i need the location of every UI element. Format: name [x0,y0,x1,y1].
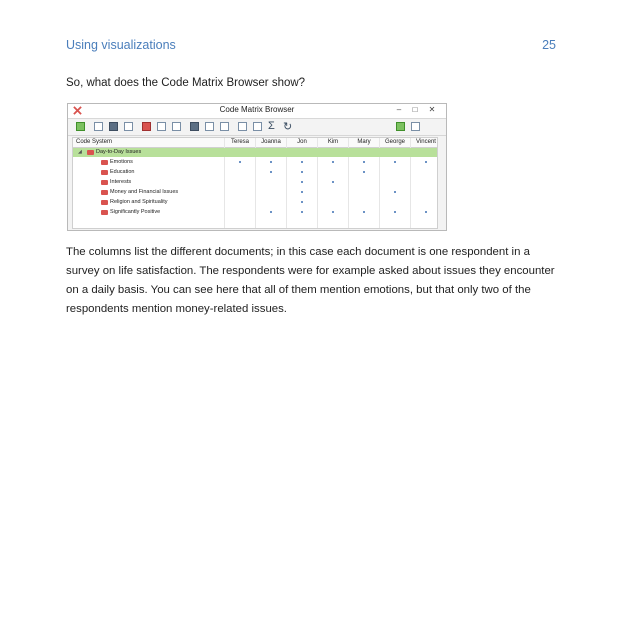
matrix-dot[interactable] [332,181,334,183]
matrix-dot[interactable] [270,211,272,213]
column-header[interactable]: Kim [327,139,339,145]
code-row[interactable] [73,178,437,187]
code-row[interactable] [73,208,437,217]
code-icon [101,200,108,205]
body-text: The columns list the different documents; in this case each document is one respondent in a survey on life satisfaction. The respondents were for example asked about issues they encounter on a daily basis. You can see here that all of them mention emotions, but that only two of the respondents mention money-related issues. [66,246,555,315]
matrix-dot[interactable] [394,161,396,163]
export-icon[interactable] [76,122,85,131]
matrix-dot[interactable] [363,161,365,163]
code-label: Religion and Spirituality [110,199,168,205]
matrix-dot[interactable] [425,211,427,213]
column-header[interactable]: Mary [357,139,371,145]
document-icon[interactable] [238,122,247,131]
grid-icon[interactable] [205,122,214,131]
page-number: 25 [542,38,556,52]
matrix-dot[interactable] [363,211,365,213]
sigma-icon[interactable]: Σ [268,120,275,132]
code-matrix-grid [72,137,438,229]
column-header[interactable]: George [384,139,405,145]
code-label: Interests [110,179,132,185]
parent-code-row[interactable] [73,148,437,157]
grid-icon[interactable] [190,122,199,131]
matrix-dot[interactable] [301,211,303,213]
excel-icon[interactable] [396,122,405,131]
sort-icon[interactable] [253,122,262,131]
code-matrix-browser-screenshot [67,103,447,231]
arrow-icon[interactable] [411,122,420,131]
matrix-dot[interactable] [301,181,303,183]
refresh-icon[interactable]: ↻ [283,121,293,133]
matrix-dot[interactable] [332,161,334,163]
matrix-dot[interactable] [394,191,396,193]
code-row[interactable] [73,158,437,167]
minimize-button[interactable]: – [396,105,402,114]
grid-icon[interactable] [109,122,118,131]
matrix-dot[interactable] [425,161,427,163]
code-system-header: Code System [76,139,113,145]
color-icon[interactable] [142,122,151,131]
code-label: Significantly Positive [110,209,161,215]
code-icon [101,190,108,195]
question-text: So, what does the Code Matrix Browser show? [66,77,306,89]
code-icon [101,180,108,185]
column-header[interactable]: Joanna [261,139,281,145]
code-icon [87,150,94,155]
code-icon [101,170,108,175]
code-row[interactable] [73,188,437,197]
grid-icon[interactable] [157,122,166,131]
grid-icon[interactable] [172,122,181,131]
code-row[interactable] [73,198,437,207]
matrix-dot[interactable] [363,171,365,173]
grid-icon[interactable] [124,122,133,131]
matrix-dot[interactable] [301,201,303,203]
matrix-dot[interactable] [239,161,241,163]
code-label: Money and Financial Issues [110,189,179,195]
code-icon [101,210,108,215]
matrix-dot[interactable] [270,171,272,173]
maximize-button[interactable]: □ [412,105,418,114]
matrix-dot[interactable] [332,211,334,213]
window-titlebar [68,104,446,119]
code-label: Emotions [110,159,133,165]
window-title: Code Matrix Browser [219,105,295,114]
close-button[interactable]: ✕ [428,105,436,114]
code-label: Education [110,169,135,175]
matrix-dot[interactable] [301,161,303,163]
window-toolbar [68,119,446,136]
column-header[interactable]: Jon [297,139,307,145]
grid-icon[interactable] [220,122,229,131]
page-header [66,38,556,52]
body-paragraph [66,243,566,319]
code-icon [101,160,108,165]
collapse-icon[interactable]: ◢ [78,149,82,155]
grid-icon[interactable] [94,122,103,131]
matrix-dot[interactable] [394,211,396,213]
code-label: Day-to-Day Issues [96,149,142,155]
section-title: Using visualizations [66,38,176,52]
matrix-dot[interactable] [301,171,303,173]
matrix-dot[interactable] [270,161,272,163]
code-row[interactable] [73,168,437,177]
column-header[interactable]: Vincent [416,139,436,145]
matrix-dot[interactable] [301,191,303,193]
column-header[interactable]: Teresa [230,139,249,145]
